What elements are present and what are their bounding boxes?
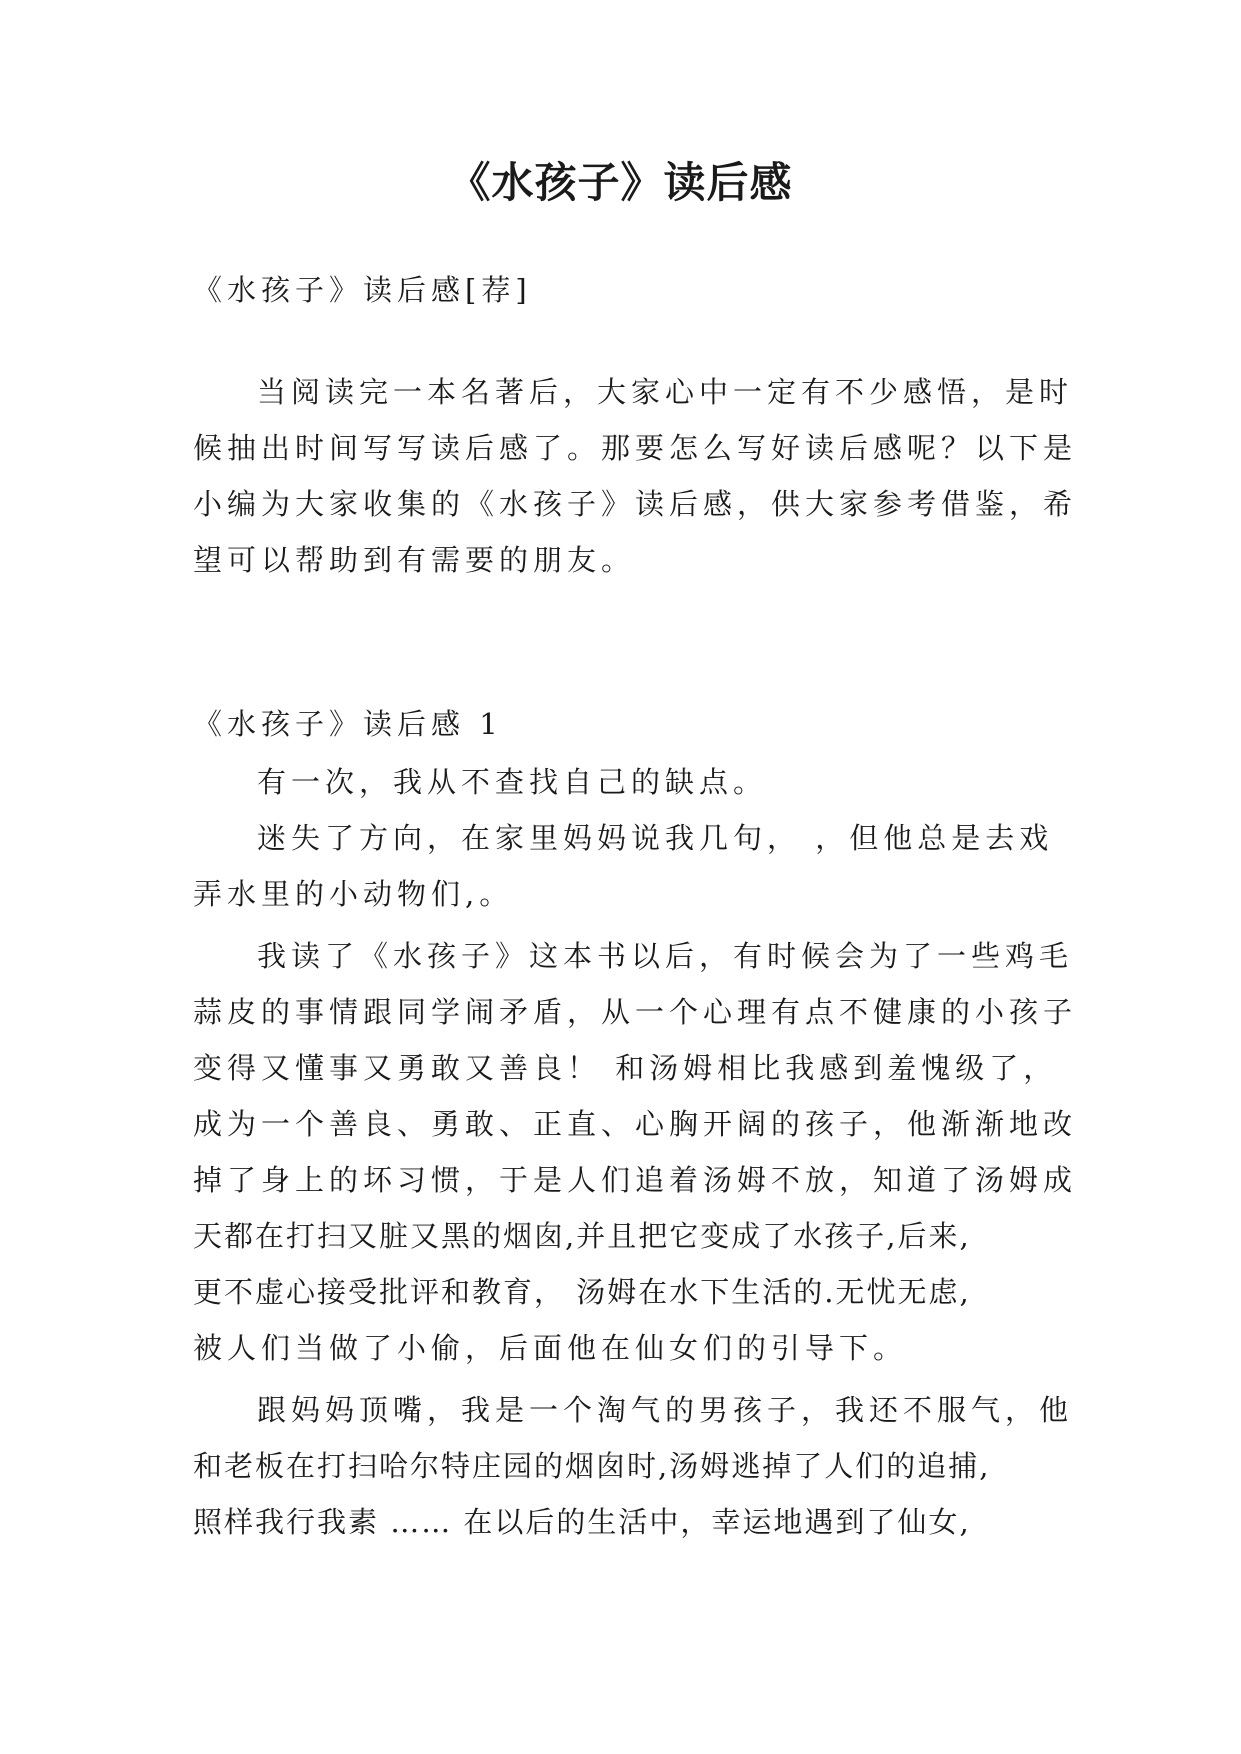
body-line: 有一次，我从不查找自己的缺点。 bbox=[257, 765, 768, 799]
body-line: 天都在打扫又脏又黑的烟囱,并且把它变成了水孩子,后来, bbox=[193, 1219, 971, 1253]
body-line: 照样我行我素 …… 在以后的生活中，幸运地遇到了仙女, bbox=[193, 1505, 971, 1539]
body-line: 弄水里的小动物们,。 bbox=[193, 877, 514, 911]
intro-line: 当阅读完一本名著后，大家心中一定有不少感悟，是时 bbox=[257, 375, 1074, 409]
body-line: 掉了身上的坏习惯，于是人们追着汤姆不放，知道了汤姆成 bbox=[193, 1163, 1078, 1197]
body-line: 更不虚心接受批评和教育， 汤姆在水下生活的.无忧无虑, bbox=[193, 1275, 971, 1309]
document-subtitle: 《水孩子》读后感[荐] bbox=[193, 273, 532, 307]
body-line: 被人们当做了小偷，后面他在仙女们的引导下。 bbox=[193, 1331, 908, 1365]
body-line: 迷失了方向，在家里妈妈说我几句， ，但他总是去戏 bbox=[257, 821, 1054, 855]
intro-line: 候抽出时间写写读后感了。那要怎么写好读后感呢？以下是 bbox=[193, 431, 1078, 465]
section-heading: 《水孩子》读后感 1 bbox=[193, 707, 503, 741]
intro-line: 望可以帮助到有需要的朋友。 bbox=[193, 543, 636, 577]
body-line: 我读了《水孩子》这本书以后，有时候会为了一些鸡毛 bbox=[257, 939, 1074, 973]
body-line: 和老板在打扫哈尔特庄园的烟囱时,汤姆逃掉了人们的追捕, bbox=[193, 1449, 991, 1483]
body-line: 变得又懂事又勇敢又善良！ 和汤姆相比我感到羞愧级了， bbox=[193, 1051, 1058, 1085]
body-line: 成为一个善良、勇敢、正直、心胸开阔的孩子，他渐渐地改 bbox=[193, 1107, 1078, 1141]
body-line: 蒜皮的事情跟同学闹矛盾，从一个心理有点不健康的小孩子 bbox=[193, 995, 1078, 1029]
body-line: 跟妈妈顶嘴，我是一个淘气的男孩子，我还不服气，他 bbox=[257, 1393, 1074, 1427]
document-title: 《水孩子》读后感 bbox=[448, 158, 793, 207]
intro-line: 小编为大家收集的《水孩子》读后感，供大家参考借鉴，希 bbox=[193, 487, 1078, 521]
